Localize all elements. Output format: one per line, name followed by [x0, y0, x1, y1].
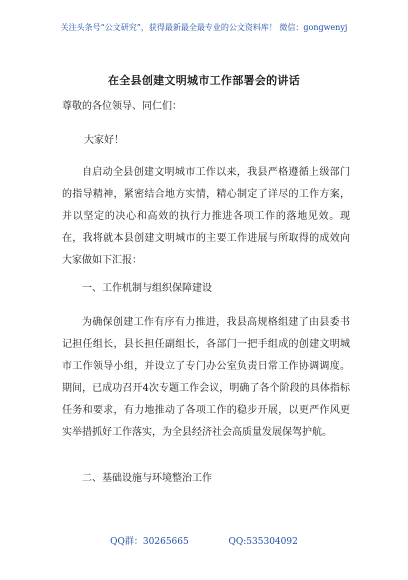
- document-title: 在全县创建文明城市工作部署会的讲话: [107, 74, 301, 87]
- footer-contact: [0, 534, 408, 547]
- paragraph-intro: 自启动全县创建文明城市工作以来，我县严格遵循上级部门的指导精神，紧密结合地方实情，精心制定了详尽的工作方案，并以坚定的决心和高效的执行力推进各项工作的落地见效。现在，我将就本县创建文明城市的主要工作进展与所取得的成效向大家做如下汇报：: [62, 167, 350, 266]
- header-promo-note: 关注头条号“公文研究”，获得最新最全最专业的公文资料库！ 微信：gongwenyj: [60, 23, 348, 32]
- section-heading-2: 二、基础设施与环境整治工作: [82, 473, 212, 484]
- paragraph-organization: 为确保创建工作有序有力推进，我县高规格组建了由县委书记担任组长，县长担任副组长，各部门一把手组成的创建文明城市工作领导小组，并设立了专门办公室负责日常工作协调调度。期间，已成功召开4次专题工作会议，明确了各个阶段的具体指标任务和要求，有力地推动了各项工作的稳步开展，以更严作风更实举措抓好工作落实，为全县经济社会高质量发展保驾护航。: [62, 317, 350, 438]
- section-heading-1: 一、工作机制与组织保障建设: [82, 283, 212, 294]
- footer-qq-group: QQ群：30265665: [110, 537, 189, 547]
- greeting-line: 尊敬的各位领导、同仁们：: [62, 101, 182, 112]
- hello-line: 大家好！: [84, 135, 124, 146]
- footer-qq: QQ:535304092: [228, 537, 298, 547]
